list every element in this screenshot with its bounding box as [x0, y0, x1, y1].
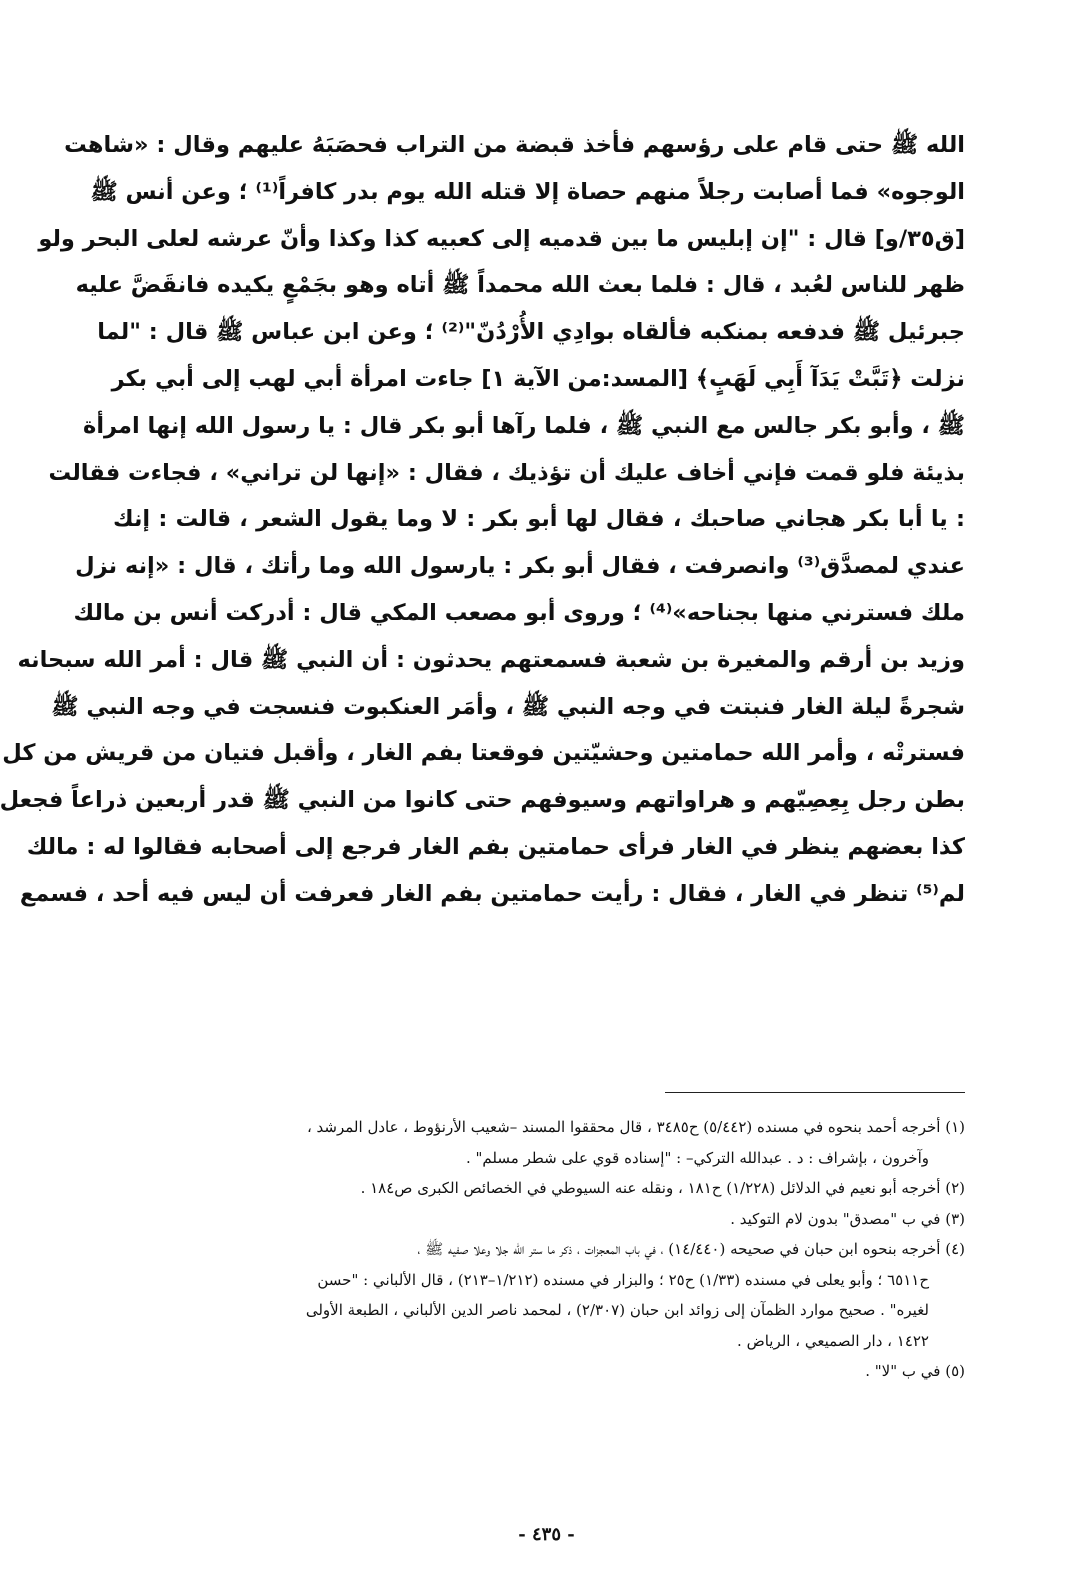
body-line: لم⁽⁵⁾ تنظر في الغار ، فقال : رأيت حمامتين بفم الغار فعرفت أن ليس فيه أحد ، فسمع	[19, 880, 965, 907]
footnote-line: وآخرون ، بإشراف : د . عبدالله التركي– : "إسناده قوي على شطر مسلم" .	[466, 1148, 929, 1167]
body-line: بطن رجل بِعِصِيّهم و هراواتهم وسيوفهم حتى كانوا من النبي ﷺ قدر أربعين ذراعاً فجعل	[0, 787, 965, 814]
footnote-line: ١٤٢٢ ، دار الصميعي ، الرياض .	[737, 1331, 929, 1350]
body-line: فسترتْه ، وأمر الله حمامتين وحشيّتين فوقعتا بفم الغار ، وأقبل فتيان من قريش من كل	[2, 740, 965, 767]
body-line: ملك فسترني منها بجناحه»⁽⁴⁾ ؛ وروى أبو مصعب المكي قال : أدركت أنس بن مالك	[73, 599, 965, 626]
footnotes	[113, 1112, 965, 1387]
footnote-line: (٤) أخرجه بنحوه ابن حبان في صحيحه (١٤/٤٤٠) ، في باب المعجزات ، ذكر ما ستر الله جلا وعلا صفيه ﷺ ،	[417, 1240, 965, 1258]
footnote-line: (٣) في ب "مصدق" بدون لام التوكيد .	[730, 1209, 965, 1228]
body-line: نزلت ﴿تَبَّتْ يَدَآ أَبِي لَهَبٍ﴾ [المسد:من الآية ١] جاءت امرأة أبي لهب إلى أبي بكر	[111, 365, 965, 392]
body-line: الله ﷺ حتى قام على رؤسهم فأخذ قبضة من التراب فحصَبَهُ عليهم وقال : «شاهت	[64, 132, 965, 158]
footnote-line: ح٦٥١١ ؛ وأبو يعلى في مسنده (١/٣٣) ح٢٥ ؛ والبزار في مسنده (١/٢١٢–٢١٣) ، قال الألباني : "حسن	[317, 1270, 929, 1289]
footnote-separator	[665, 1092, 965, 1093]
body-line: شجرةً ليلة الغار فنبتت في وجه النبي ﷺ ، وأمَر العنكبوت فنسجت في وجه النبي ﷺ	[51, 693, 965, 720]
page-number: - ٤٣٥ -	[518, 1524, 575, 1545]
body-line: كذا بعضهم ينظر في الغار فرأى حمامتين بفم الغار فرجع إلى أصحابه فقالوا له : مالك	[26, 833, 965, 860]
body-line: عندي لمصدَّق⁽³⁾ وانصرفت ، فقال أبو بكر : يارسول الله وما رأتك ، قال : «إنه نزل	[75, 553, 965, 580]
body-line: ظهر للناس لعُبد ، قال : فلما بعث الله محمداً ﷺ أتاه وهو بجَمْعٍ يكيده فانقَضَّ عليه	[75, 272, 965, 299]
footnote-line: (٥) في ب "لا" .	[865, 1362, 965, 1380]
footnote-line: لغيره" . صحيح موارد الظمآن إلى زوائد ابن حبان (٢/٣٠٧) ، لمحمد ناصر الدين الألباني ، الطبعة الأولى	[305, 1301, 929, 1319]
body-line: : يا أبا بكر هجاني صاحبك ، فقال لها أبو بكر : لا وما يقول الشعر ، قالت : إنك	[113, 506, 965, 533]
body-text	[0, 122, 965, 918]
body-line: جبرئيل ﷺ فدفعه بمنكبه فألقاه بوادِي الأُرْدُنّ"⁽²⁾ ؛ وعن ابن عباس ﷺ قال : "لما	[97, 319, 965, 346]
body-line: الوجوه» فما أصابت رجلاً منهم حصاة إلا قتله الله يوم بدر كافراً⁽¹⁾ ؛ وعن أنس ﷺ	[90, 178, 965, 205]
footnote-line: (١) أخرجه أحمد بنحوه في مسنده (٥/٤٤٢) ح٣٤٨٥ ، قال محققوا المسند –شعيب الأرنؤوط ، عادل المرشد ،	[306, 1118, 965, 1136]
footnote-line: (٢) أخرجه أبو نعيم في الدلائل (١/٢٢٨) ح١٨١ ، ونقله عنه السيوطي في الخصائص الكبرى ص١٨٤ .	[360, 1179, 965, 1197]
body-line: وزيد بن أرقم والمغيرة بن شعبة فسمعتهم يحدثون : أن النبي ﷺ قال : أمر الله سبحانه	[17, 646, 965, 673]
body-line: بذيئة فلو قمت فإني أخاف عليك أن تؤذيك ، فقال : «إنها لن تراني» ، فجاءت فقالت	[48, 459, 965, 486]
body-line: [ق٣٥/و] قال : "إن إبليس ما بين قدميه إلى كعبيه كذا وكذا وأنّ عرشه لعلى البحر ولو	[38, 225, 965, 252]
body-line: ﷺ ، وأبو بكر جالس مع النبي ﷺ ، فلما رآها أبو بكر قال : يا رسول الله إنها امرأة	[83, 412, 965, 439]
